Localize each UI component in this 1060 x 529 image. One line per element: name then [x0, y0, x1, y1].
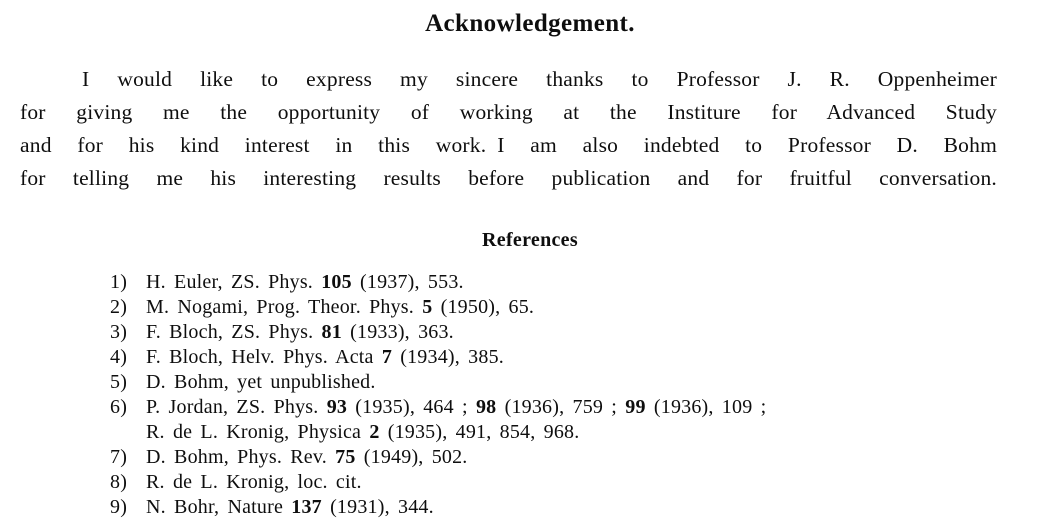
- reference-volume: 98: [475, 395, 497, 418]
- reference-number: 1): [110, 270, 128, 293]
- reference-text: [146, 395, 766, 420]
- reference-text: [146, 270, 464, 295]
- acknowledgement-paragraph: [20, 63, 997, 195]
- reference-volume: 5: [422, 295, 433, 318]
- reference-segment: (1931), 344.: [321, 495, 434, 518]
- reference-item: [110, 370, 1060, 395]
- reference-segment: (1936), 759 ;: [496, 395, 626, 418]
- paragraph-line: and for his kind interest in this work. I am also indebted to Professor D. Bohm: [20, 132, 997, 157]
- reference-segment: D. Bohm, yet unpublished.: [146, 370, 376, 393]
- reference-segment: (1937), 553.: [351, 270, 464, 293]
- reference-text: [146, 495, 434, 520]
- references-heading: References: [482, 228, 578, 251]
- reference-item: [110, 270, 1060, 295]
- reference-segment: (1935), 491, 854, 968.: [379, 420, 580, 443]
- reference-segment: (1949), 502.: [355, 445, 468, 468]
- reference-number: 9): [110, 495, 128, 518]
- reference-text: [146, 320, 454, 345]
- reference-item: [110, 320, 1060, 345]
- reference-segment: R. de L. Kronig, Physica: [146, 420, 370, 443]
- reference-segment: R. de L. Kronig, loc. cit.: [146, 470, 362, 493]
- reference-segment: (1936), 109 ;: [645, 395, 767, 418]
- reference-segment: P. Jordan, ZS. Phys.: [146, 395, 327, 418]
- reference-segment: F. Bloch, Helv. Phys. Acta: [146, 345, 382, 368]
- reference-number: 3): [110, 320, 128, 343]
- reference-segment: (1934), 385.: [392, 345, 504, 368]
- reference-segment: D. Bohm, Phys. Rev.: [146, 445, 336, 468]
- paragraph-line: for giving me the opportunity of working at the Institure for Advanced Study: [20, 99, 997, 124]
- reference-segment: (1935), 464 ;: [347, 395, 476, 418]
- reference-number: 8): [110, 470, 128, 493]
- reference-number: 6): [110, 395, 128, 418]
- reference-item: [110, 470, 1060, 495]
- reference-volume: 99: [625, 395, 646, 418]
- reference-number: 7): [110, 445, 128, 468]
- reference-segment: F. Bloch, ZS. Phys.: [146, 320, 322, 343]
- reference-text: [146, 370, 376, 395]
- reference-item: [110, 445, 1060, 470]
- reference-volume: 2: [369, 420, 380, 443]
- paragraph-line: I would like to express my sincere thanks to Professor J. R. Oppenheimer: [82, 66, 997, 91]
- acknowledgement-heading: Acknowledgement.: [425, 10, 635, 37]
- reference-item: [110, 495, 1060, 520]
- reference-number: 5): [110, 370, 128, 393]
- paragraph-line: for telling me his interesting results before publication and for fruitful conversation.: [20, 165, 997, 190]
- reference-number: 4): [110, 345, 128, 368]
- reference-item: [110, 345, 1060, 370]
- reference-item: [110, 395, 1060, 420]
- reference-text: [146, 470, 362, 495]
- reference-text: [146, 295, 534, 320]
- reference-volume: 93: [326, 395, 348, 418]
- reference-segment: N. Bohr, Nature: [146, 495, 292, 518]
- reference-volume: 105: [321, 270, 352, 293]
- reference-segment: H. Euler, ZS. Phys.: [146, 270, 322, 293]
- reference-volume: 75: [335, 445, 356, 468]
- reference-segment: (1933), 363.: [341, 320, 454, 343]
- reference-text: [146, 445, 468, 470]
- reference-number: [110, 420, 146, 445]
- reference-segment: M. Nogami, Prog. Theor. Phys.: [146, 295, 423, 318]
- reference-number: 2): [110, 295, 128, 318]
- reference-text: [146, 345, 504, 370]
- reference-volume: 137: [291, 495, 322, 518]
- reference-segment: (1950), 65.: [432, 295, 535, 318]
- references-list: [110, 270, 1060, 520]
- reference-volume: 81: [321, 320, 342, 343]
- reference-item: [110, 420, 1060, 445]
- reference-item: [110, 295, 1060, 320]
- reference-text: [146, 420, 579, 445]
- reference-volume: 7: [381, 345, 393, 368]
